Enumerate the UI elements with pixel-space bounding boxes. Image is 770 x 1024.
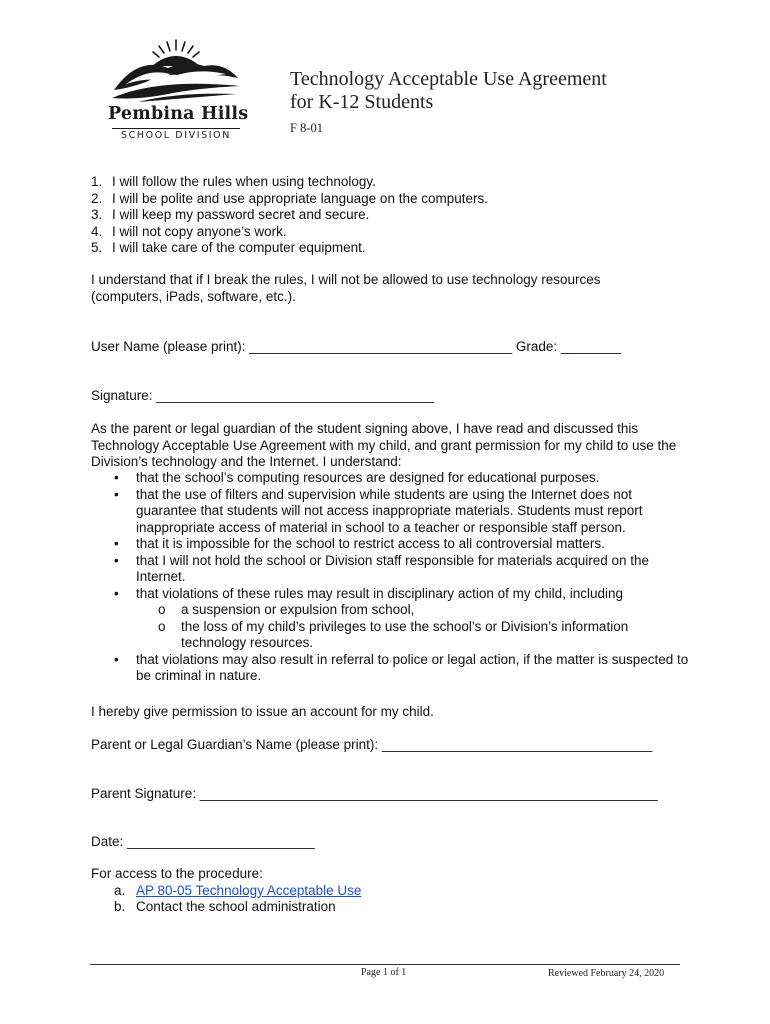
bullet-icon: • xyxy=(114,486,119,502)
rule-text: I will not copy anyone’s work. xyxy=(112,223,287,239)
rule-text: I will take care of the computer equipment. xyxy=(112,240,366,255)
signature-field[interactable]: Signature: _____________________________________ xyxy=(91,388,435,403)
bullet-icon: • xyxy=(114,536,119,551)
rule-text: I will follow the rules when using technology. xyxy=(112,174,376,189)
list-item xyxy=(91,224,691,241)
list-item xyxy=(91,652,691,685)
bullet-text: that the use of filters and supervision while students are using the Internet does not guarantee that students will not access inappropriate materials. Students must report inappropriate access of material in school to a teacher or responsible staff person. xyxy=(136,486,643,535)
bullet-icon: • xyxy=(114,585,119,601)
sub-bullet-text: a suspension or expulsion from school, xyxy=(181,602,415,617)
list-letter: a. xyxy=(114,882,126,898)
bullet-icon: • xyxy=(114,470,119,485)
understanding-bullet-list xyxy=(91,470,691,685)
list-item xyxy=(91,899,361,916)
guardian-name-field[interactable]: Parent or Legal Guardian’s Name (please print): ____________________________________ xyxy=(91,737,653,752)
understand-line-2: (computers, iPads, software, etc.). xyxy=(91,289,296,304)
bullet-text: that I will not hold the school or Division staff responsible for materials acquired on the Internet. xyxy=(136,552,650,584)
list-item xyxy=(136,602,691,619)
access-heading: For access to the procedure: xyxy=(91,866,263,881)
list-item xyxy=(91,174,691,191)
title-line-1: Technology Acceptable Use Agreement xyxy=(290,68,607,90)
page-number: Page 1 of 1 xyxy=(361,967,407,978)
rule-text: I will keep my password secret and secure. xyxy=(112,207,370,222)
list-number: 5. xyxy=(91,240,103,255)
sun-hills-logo-icon xyxy=(108,38,244,104)
procedure-link[interactable]: AP 80-05 Technology Acceptable Use xyxy=(136,882,362,898)
document-title xyxy=(290,68,690,114)
list-number: 1. xyxy=(91,174,103,189)
bullet-text: that violations may also result in referral to police or legal action, if the matter is suspected to be criminal in nature. xyxy=(136,651,689,683)
list-number: 4. xyxy=(91,223,103,239)
parent-signature-field[interactable]: Parent Signature: _____________________________________________________________ xyxy=(91,786,658,801)
list-item xyxy=(91,586,691,652)
rules-list xyxy=(91,174,691,257)
bullet-text: that it is impossible for the school to restrict access to all controversial matters. xyxy=(136,536,605,551)
parent-intro-paragraph: As the parent or legal guardian of the student signing above, I have read and discussed this Technology Acceptable Use Agreement with my child, and grant permission for my child to use the Division’s technology and the Internet. I understand: xyxy=(91,421,677,469)
access-item-text: Contact the school administration xyxy=(136,899,336,914)
sub-bullet-icon: o xyxy=(158,618,166,634)
logo-name: Pembina Hills xyxy=(108,104,249,124)
bullet-icon: • xyxy=(114,552,119,568)
list-item xyxy=(91,487,691,537)
bullet-text: that violations of these rules may result in disciplinary action of my child, including xyxy=(136,585,623,601)
form-code: F 8-01 xyxy=(290,121,323,135)
list-number: 2. xyxy=(91,190,103,206)
list-number: 3. xyxy=(91,207,103,222)
list-item xyxy=(91,207,691,224)
procedure-access-section xyxy=(91,866,361,916)
user-name-field[interactable]: User Name (please print): ___________________________________ Grade: ________ xyxy=(91,339,621,354)
permission-statement: I hereby give permission to issue an account for my child. xyxy=(91,704,434,719)
access-list xyxy=(91,883,361,916)
list-item xyxy=(91,191,691,208)
list-item xyxy=(91,470,691,487)
logo-subtitle: SCHOOL DIVISION xyxy=(112,128,240,144)
sub-bullet-text: the loss of my child’s privileges to use the school’s or Division’s information technology resources. xyxy=(181,618,629,650)
consequence-sub-list xyxy=(136,602,691,652)
rule-text: I will be polite and use appropriate language on the computers. xyxy=(112,190,488,206)
footer-divider xyxy=(90,964,680,965)
understand-line-1: I understand that if I break the rules, I will not be allowed to use technology resources xyxy=(91,272,601,287)
date-field[interactable]: Date: _________________________ xyxy=(91,834,315,849)
list-item xyxy=(136,619,691,652)
sub-bullet-icon: o xyxy=(158,602,166,617)
bullet-icon: • xyxy=(114,651,119,667)
list-item xyxy=(91,536,691,553)
title-line-2: for K-12 Students xyxy=(290,91,434,113)
list-item xyxy=(91,240,691,257)
list-item xyxy=(91,883,361,900)
list-item xyxy=(91,553,691,586)
pembina-hills-logo xyxy=(108,38,249,141)
bullet-text: that the school’s computing resources are designed for educational purposes. xyxy=(136,470,600,485)
review-date: Reviewed February 24, 2020 xyxy=(548,968,665,979)
list-letter: b. xyxy=(114,899,126,914)
